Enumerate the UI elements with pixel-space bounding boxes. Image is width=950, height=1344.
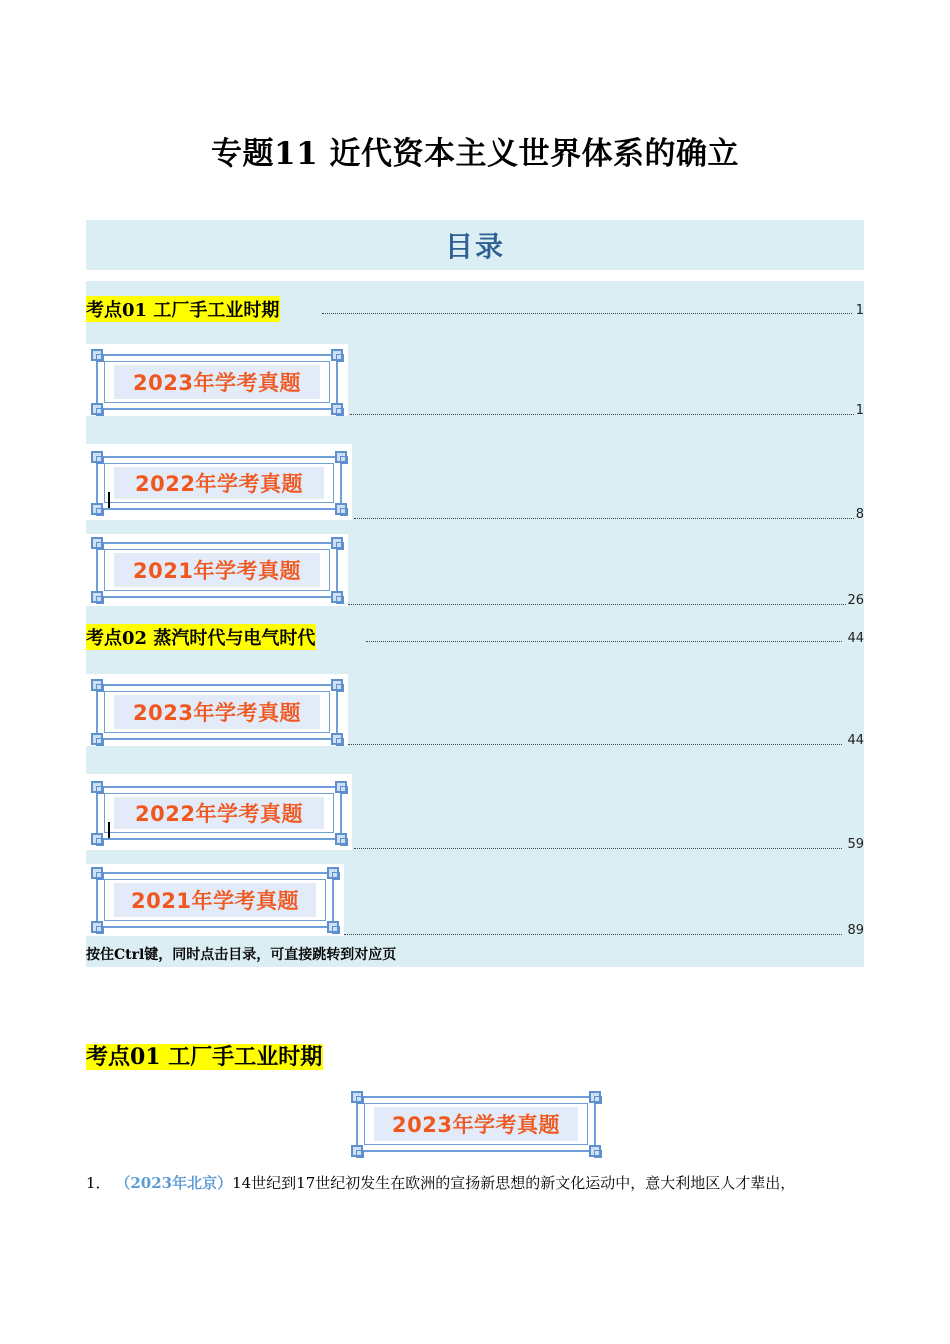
corner-ornament-icon — [91, 503, 103, 515]
toc-entry-2022-exam[interactable] — [86, 444, 864, 520]
corner-ornament-icon — [91, 451, 103, 463]
corner-ornament-icon — [335, 451, 347, 463]
text-cursor-icon — [108, 492, 110, 508]
question-1 — [86, 1172, 795, 1193]
badge-image — [86, 444, 352, 520]
question-source: （2023年北京） — [115, 1174, 233, 1192]
dot-leader — [348, 604, 846, 605]
corner-ornament-icon — [331, 733, 343, 745]
toc-heading: 目录 — [444, 230, 505, 263]
badge-image — [86, 344, 348, 416]
toc-page-number: 1 — [855, 403, 864, 418]
question-text: 14世纪到17世纪初发生在欧洲的宣扬新思想的新文化运动中，意大利地区人才辈出， — [232, 1174, 796, 1192]
corner-ornament-icon — [331, 679, 343, 691]
corner-ornament-icon — [91, 403, 103, 415]
corner-ornament-icon — [91, 781, 103, 793]
badge-label: 2023年学考真题 — [114, 365, 320, 399]
corner-ornament-icon — [91, 349, 103, 361]
toc-page-number: 1 — [855, 303, 864, 318]
toc-page-number: 8 — [855, 507, 864, 522]
badge-label: 2021年学考真题 — [114, 553, 320, 587]
toc-page-number: 44 — [847, 733, 864, 748]
dot-leader — [344, 934, 842, 935]
document-title: 专题11 近代资本主义世界体系的确立 — [211, 136, 739, 172]
section-heading — [86, 1040, 323, 1071]
badge-image — [86, 674, 348, 746]
corner-ornament-icon — [351, 1145, 363, 1157]
corner-ornament-icon — [331, 403, 343, 415]
dot-leader — [354, 848, 842, 849]
corner-ornament-icon — [91, 867, 103, 879]
dot-leader — [354, 518, 854, 519]
table-of-contents — [86, 220, 864, 967]
toc-entry-2023-exam-02[interactable] — [86, 674, 864, 746]
corner-ornament-icon — [91, 591, 103, 603]
corner-ornament-icon — [335, 503, 347, 515]
toc-page-number: 59 — [847, 837, 864, 852]
toc-entry-label: 考点02 蒸汽时代与电气时代 — [86, 624, 316, 650]
corner-ornament-icon — [335, 781, 347, 793]
corner-ornament-icon — [91, 833, 103, 845]
corner-ornament-icon — [331, 591, 343, 603]
corner-ornament-icon — [589, 1145, 601, 1157]
badge-label: 2022年学考真题 — [114, 797, 324, 829]
dot-leader — [350, 414, 854, 415]
toc-page-number: 89 — [847, 923, 864, 938]
corner-ornament-icon — [91, 921, 103, 933]
corner-ornament-icon — [335, 833, 347, 845]
section-badge-image — [350, 1092, 602, 1156]
dot-leader — [366, 641, 842, 642]
corner-ornament-icon — [331, 537, 343, 549]
badge-image — [86, 864, 344, 936]
corner-ornament-icon — [589, 1091, 601, 1103]
section-heading-label: 考点01 工厂手工业时期 — [86, 1044, 323, 1070]
toc-entry-2021-exam[interactable] — [86, 534, 864, 606]
toc-page-number: 44 — [847, 631, 864, 646]
toc-hint: 按住Ctrl键，同时点击目录，可直接跳转到对应页 — [86, 947, 397, 963]
toc-entry-2021-exam-02[interactable] — [86, 864, 864, 936]
toc-entry-label: 考点01 工厂手工业时期 — [86, 296, 280, 322]
badge-label: 2023年学考真题 — [374, 1107, 578, 1141]
corner-ornament-icon — [331, 349, 343, 361]
toc-page-number: 26 — [847, 593, 864, 608]
badge-label: 2023年学考真题 — [114, 695, 320, 729]
corner-ornament-icon — [351, 1091, 363, 1103]
toc-heading-bar — [86, 220, 864, 270]
badge-image — [86, 774, 352, 850]
question-number: 1． — [86, 1174, 111, 1192]
dot-leader — [348, 744, 842, 745]
corner-ornament-icon — [327, 867, 339, 879]
toc-entry-2022-exam-02[interactable] — [86, 774, 864, 850]
text-cursor-icon — [108, 822, 110, 838]
corner-ornament-icon — [91, 679, 103, 691]
toc-entry-2023-exam[interactable] — [86, 344, 864, 416]
badge-label: 2021年学考真题 — [114, 883, 316, 917]
toc-entry-topic-02[interactable] — [86, 624, 864, 652]
corner-ornament-icon — [327, 921, 339, 933]
dot-leader — [322, 313, 852, 314]
toc-entry-topic-01[interactable] — [86, 296, 864, 324]
corner-ornament-icon — [91, 733, 103, 745]
badge-label: 2022年学考真题 — [114, 467, 324, 499]
corner-ornament-icon — [91, 537, 103, 549]
badge-image — [86, 534, 348, 606]
